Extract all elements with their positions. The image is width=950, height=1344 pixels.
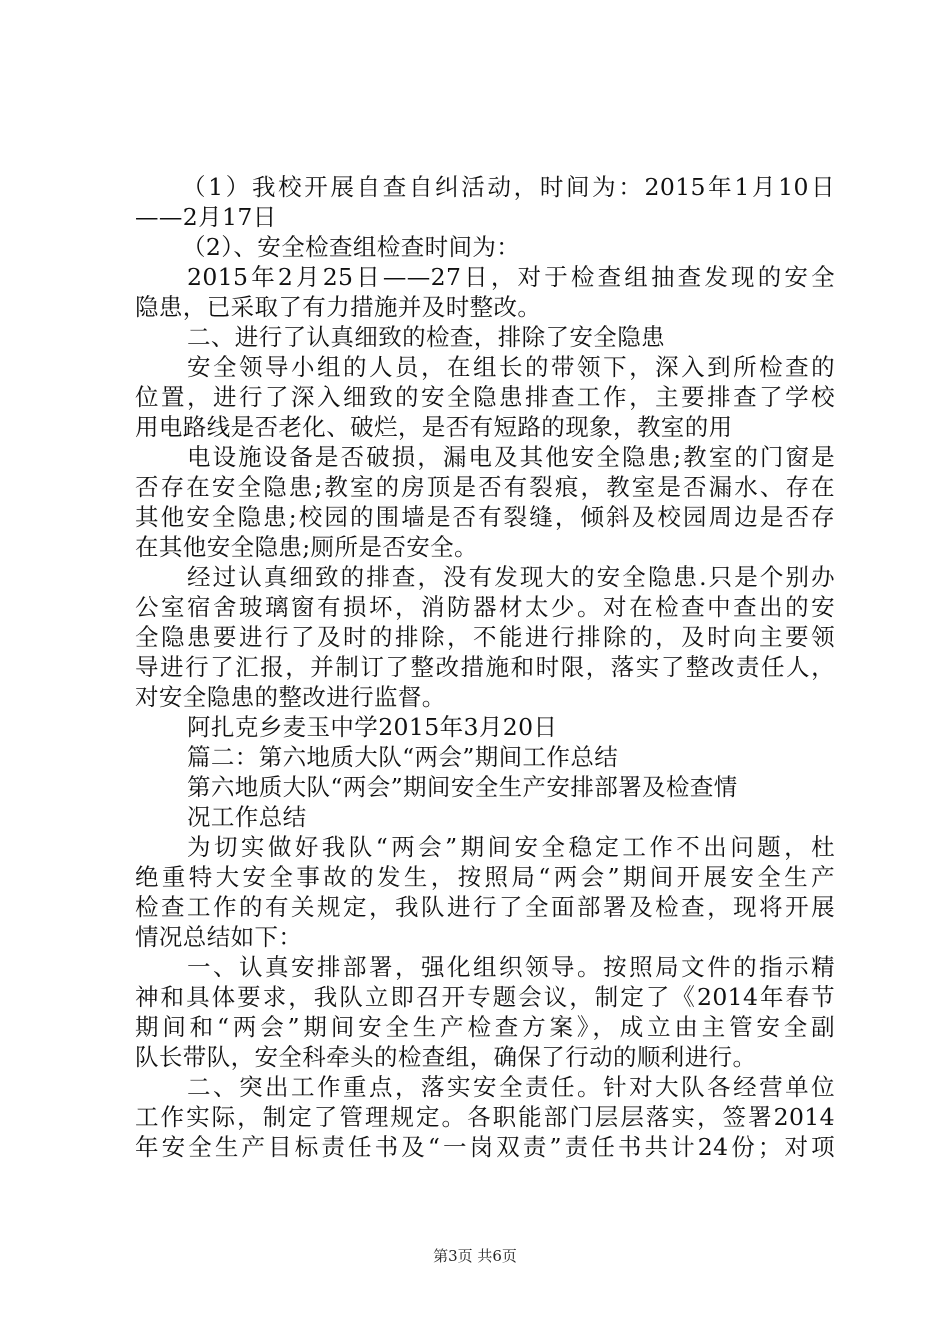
text-line: 二、突出工作重点，落实安全责任。针对大队各经营单位 (187, 1073, 835, 1101)
text-line: 况工作总结 (187, 803, 307, 831)
text-line: 用电路线是否老化、破烂，是否有短路的现象，教室的用 (135, 413, 733, 441)
text-line: （2）、安全检查组检查时间为： (182, 233, 521, 261)
text-line: 在其他安全隐患;厕所是否安全。 (135, 533, 478, 561)
text-line: 隐患，已采取了有力措施并及时整改。 (135, 293, 542, 321)
document-body (135, 172, 835, 1162)
text-line: 二、进行了认真细致的检查，排除了安全隐患 (187, 323, 665, 351)
text-line: 检查工作的有关规定，我队进行了全面部署及检查，现将开展 (135, 893, 835, 921)
text-line: 电设施设备是否破损，漏电及其他安全隐患;教室的门窗是 (187, 443, 835, 471)
text-line: 情况总结如下： (135, 923, 303, 951)
text-line: 队长带队，安全科牵头的检查组，确保了行动的顺利进行。 (135, 1043, 757, 1071)
text-line: 绝重特大安全事故的发生，按照局“两会”期间开展安全生产 (135, 863, 835, 891)
text-line: 年安全生产目标责任书及“一岗双责”责任书共计24份；对项 (135, 1133, 835, 1161)
text-line: 其他安全隐患;校园的围墙是否有裂缝，倾斜及校园周边是否存 (135, 503, 835, 531)
text-line: 对安全隐患的整改进行监督。 (135, 683, 446, 711)
text-line: （1）我校开展自查自纠活动，时间为：2015年1月10日 (182, 173, 835, 201)
text-line: 篇二：第六地质大队“两会”期间工作总结 (187, 743, 619, 771)
text-line: 安全领导小组的人员，在组长的带领下，深入到所检查的 (187, 353, 835, 381)
text-line: 工作实际，制定了管理规定。各职能部门层层落实，签署2014 (135, 1103, 835, 1131)
text-line: ——2月17日 (135, 203, 277, 231)
text-line: 全隐患要进行了及时的排除，不能进行排除的，及时向主要领 (135, 623, 835, 651)
text-line: 否存在安全隐患;教室的房顶是否有裂痕，教室是否漏水、存在 (135, 473, 835, 501)
text-line: 位置，进行了深入细致的安全隐患排查工作，主要排查了学校 (135, 383, 835, 411)
text-line: 为切实做好我队“两会”期间安全稳定工作不出问题，杜 (187, 833, 835, 861)
text-line: 期间和“两会”期间安全生产检查方案》，成立由主管安全副 (135, 1013, 835, 1041)
page-footer: 第3页 共6页 (433, 1247, 517, 1265)
text-line: 阿扎克乡麦玉中学2015年3月20日 (187, 713, 558, 741)
text-line: 导进行了汇报，并制订了整改措施和时限，落实了整改责任人， (135, 653, 835, 681)
text-line: 2015年2月25日——27日，对于检查组抽查发现的安全 (187, 263, 835, 291)
text-line: 第六地质大队“两会”期间安全生产安排部署及检查情 (187, 773, 738, 801)
text-line: 公室宿舍玻璃窗有损坏，消防器材太少。对在检查中查出的安 (135, 593, 835, 621)
text-line: 神和具体要求，我队立即召开专题会议，制定了《2014年春节 (135, 983, 835, 1011)
text-line: 经过认真细致的排查，没有发现大的安全隐患.只是个别办 (187, 563, 835, 591)
text-line: 一、认真安排部署，强化组织领导。按照局文件的指示精 (187, 953, 835, 981)
